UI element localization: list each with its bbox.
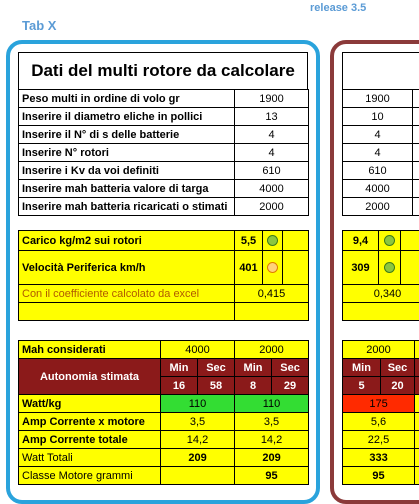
- status-green-icon: [267, 235, 278, 246]
- input-label: Peso multi in ordine di volo gr: [19, 90, 235, 108]
- mah-value-c: 2000: [343, 341, 415, 359]
- input-value-2[interactable]: 4: [343, 126, 413, 144]
- input-value-2[interactable]: 2000: [343, 198, 413, 216]
- status-green-icon: [384, 262, 395, 273]
- mah-value-b: 2000: [235, 341, 309, 359]
- mah-label: Mah considerati: [19, 341, 161, 359]
- input-value-2[interactable]: 10: [343, 108, 413, 126]
- input-label: Inserire i Kv da voi definiti: [19, 162, 235, 180]
- watt-kg-c: 175: [343, 395, 415, 413]
- input-value[interactable]: 4: [235, 126, 309, 144]
- results-table-2: [342, 230, 419, 321]
- input-value-2[interactable]: 4: [343, 144, 413, 162]
- table-row: [19, 162, 309, 180]
- velocita-value: 401: [235, 251, 263, 285]
- table-row: [19, 467, 309, 485]
- autonomia-table: [18, 340, 309, 485]
- table-row: [19, 198, 309, 216]
- sec-header: Sec: [381, 359, 415, 377]
- input-table-2: [342, 89, 419, 216]
- table-row: [19, 431, 309, 449]
- carico-value-2: 9,4: [343, 231, 379, 251]
- carico-label: Carico kg/m2 sui rotori: [19, 231, 235, 251]
- autonomia-sec-a: 58: [198, 377, 235, 395]
- classe-motore-label: Classe Motore grammi: [19, 467, 161, 485]
- watt-totali-label: Watt Totali: [19, 449, 161, 467]
- table-row: [19, 180, 309, 198]
- sec-header: Sec: [272, 359, 309, 377]
- min-header: Min: [161, 359, 198, 377]
- classe-motore-b: 95: [235, 467, 309, 485]
- input-value[interactable]: 4000: [235, 180, 309, 198]
- table-row: [19, 144, 309, 162]
- input-table: [18, 89, 309, 216]
- input-value-2[interactable]: 4000: [343, 180, 413, 198]
- velocita-value-2: 309: [343, 251, 379, 285]
- table-row: [19, 108, 309, 126]
- tab-label: Tab X: [22, 18, 56, 33]
- sec-header: Sec: [198, 359, 235, 377]
- autonomia-min-b: 8: [235, 377, 272, 395]
- min-header: Min: [235, 359, 272, 377]
- release-label: release 3.5: [310, 2, 366, 14]
- table-row: [19, 251, 309, 285]
- amp-motore-b: 3,5: [235, 413, 309, 431]
- amp-motore-a: 3,5: [161, 413, 235, 431]
- input-label: Inserire mah batteria ricaricati o stimati: [19, 198, 235, 216]
- coefficiente-value-2: 0,340: [343, 285, 419, 303]
- table-row: [19, 413, 309, 431]
- status-orange-icon: [267, 262, 278, 273]
- input-value-2[interactable]: 610: [343, 162, 413, 180]
- input-label: Inserire il N° di s delle batterie: [19, 126, 235, 144]
- autonomia-label: Autonomia stimata: [19, 359, 161, 395]
- min-header: Min: [343, 359, 381, 377]
- autonomia-table-2: [342, 340, 419, 485]
- autonomia-min-a: 16: [161, 377, 198, 395]
- carico-status: [263, 231, 283, 251]
- input-label: Inserire N° rotori: [19, 144, 235, 162]
- coefficiente-label: Con il coefficiente calcolato da excel: [19, 285, 235, 303]
- velocita-label: Velocità Periferica km/h: [19, 251, 235, 285]
- input-value[interactable]: 2000: [235, 198, 309, 216]
- amp-totale-b: 14,2: [235, 431, 309, 449]
- autonomia-sec-c: 20: [381, 377, 415, 395]
- page-title: Dati del multi rotore da calcolare: [18, 52, 308, 90]
- table-row: [19, 231, 309, 251]
- page-title-2: [342, 52, 419, 90]
- amp-totale-a: 14,2: [161, 431, 235, 449]
- table-row: [19, 285, 309, 303]
- carico-value: 5,5: [235, 231, 263, 251]
- table-row: [19, 341, 309, 359]
- watt-totali-b: 209: [235, 449, 309, 467]
- input-label: Inserire il diametro eliche in pollici: [19, 108, 235, 126]
- autonomia-sec-b: 29: [272, 377, 309, 395]
- classe-motore-c: 95: [343, 467, 415, 485]
- watt-kg-label: Watt/kg: [19, 395, 161, 413]
- input-value[interactable]: 610: [235, 162, 309, 180]
- watt-kg-b: 110: [235, 395, 309, 413]
- watt-kg-a: 110: [161, 395, 235, 413]
- input-value-2[interactable]: 1900: [343, 90, 413, 108]
- watt-totali-c: 333: [343, 449, 415, 467]
- amp-totale-c: 22,5: [343, 431, 415, 449]
- table-row: [19, 126, 309, 144]
- velocita-status: [263, 251, 283, 285]
- input-value[interactable]: 4: [235, 144, 309, 162]
- mah-value-a: 4000: [161, 341, 235, 359]
- amp-motore-label: Amp Corrente x motore: [19, 413, 161, 431]
- input-label: Inserire mah batteria valore di targa: [19, 180, 235, 198]
- input-value[interactable]: 1900: [235, 90, 309, 108]
- table-row: [19, 449, 309, 467]
- table-row: [19, 90, 309, 108]
- results-table: [18, 230, 309, 321]
- table-row: [19, 395, 309, 413]
- amp-motore-c: 5,6: [343, 413, 415, 431]
- coefficiente-value: 0,415: [235, 285, 309, 303]
- input-value[interactable]: 13: [235, 108, 309, 126]
- autonomia-min-c: 5: [343, 377, 381, 395]
- watt-totali-a: 209: [161, 449, 235, 467]
- status-green-icon: [384, 235, 395, 246]
- amp-totale-label: Amp Corrente totale: [19, 431, 161, 449]
